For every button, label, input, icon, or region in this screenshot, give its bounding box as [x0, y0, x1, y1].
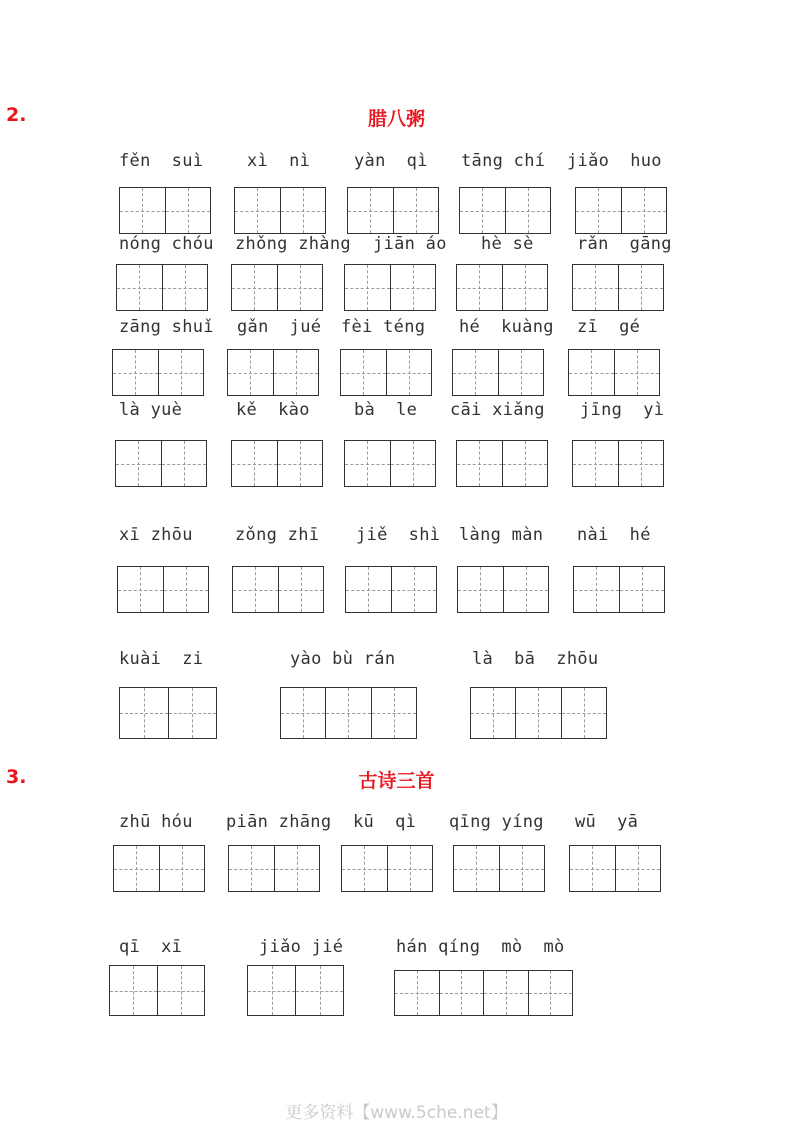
tianzige-grid[interactable] [470, 687, 607, 739]
pinyin-label: làng màn [459, 525, 544, 545]
writing-cell[interactable] [233, 567, 278, 612]
tianzige-grid[interactable] [568, 349, 660, 396]
writing-cell[interactable] [295, 966, 343, 1015]
writing-cell[interactable] [280, 188, 326, 233]
pinyin-label: wū yā [575, 812, 639, 832]
tianzige-grid[interactable] [228, 845, 320, 892]
pinyin-label: nài hé [577, 525, 651, 545]
writing-cell[interactable] [457, 441, 502, 486]
writing-cell[interactable] [515, 688, 560, 738]
writing-cell[interactable] [325, 688, 370, 738]
writing-cell[interactable] [502, 265, 548, 310]
pinyin-label: jiǎo jié [259, 937, 344, 957]
tianzige-grid[interactable] [347, 187, 439, 234]
pinyin-label: xì nì [247, 151, 311, 171]
writing-cell[interactable] [498, 350, 544, 395]
writing-cell[interactable] [113, 350, 158, 395]
tianzige-grid[interactable] [340, 349, 432, 396]
tianzige-grid[interactable] [344, 264, 436, 311]
writing-cell[interactable] [387, 846, 433, 891]
writing-cell[interactable] [117, 265, 162, 310]
writing-cell[interactable] [232, 441, 277, 486]
pinyin-label: fěn suì [119, 151, 204, 171]
writing-cell[interactable] [342, 846, 387, 891]
tianzige-grid[interactable] [394, 970, 573, 1016]
pinyin-label: gǎn jué [237, 317, 322, 337]
writing-cell[interactable] [248, 966, 295, 1015]
tianzige-grid[interactable] [456, 440, 548, 487]
writing-cell[interactable] [390, 441, 436, 486]
section-3-number: 3. [6, 766, 27, 788]
tianzige-grid[interactable] [453, 845, 545, 892]
pinyin-label: jiān áo [373, 234, 447, 254]
tianzige-grid[interactable] [247, 965, 344, 1016]
writing-cell[interactable] [483, 971, 528, 1015]
writing-cell[interactable] [502, 441, 548, 486]
pinyin-label: tāng chí [461, 151, 546, 171]
writing-cell[interactable] [573, 265, 618, 310]
writing-cell[interactable] [573, 441, 618, 486]
tianzige-grid[interactable] [231, 440, 323, 487]
writing-cell[interactable] [158, 350, 204, 395]
tianzige-grid[interactable] [119, 187, 211, 234]
pinyin-label: jīng yì [580, 400, 665, 420]
pinyin-label: là yuè [119, 400, 183, 420]
writing-cell[interactable] [162, 265, 208, 310]
writing-cell[interactable] [159, 846, 205, 891]
tianzige-grid[interactable] [572, 264, 664, 311]
writing-cell[interactable] [390, 265, 436, 310]
writing-cell[interactable] [278, 567, 324, 612]
tianzige-grid[interactable] [569, 845, 661, 892]
writing-cell[interactable] [274, 846, 320, 891]
pinyin-label: bà le [354, 400, 418, 420]
pinyin-label: zǒng zhī [235, 525, 320, 545]
writing-cell[interactable] [453, 350, 498, 395]
pinyin-label: kuài zi [119, 649, 204, 669]
writing-cell[interactable] [110, 966, 157, 1015]
pinyin-label: hán qíng mò mò [396, 937, 565, 957]
pinyin-label: zhū hóu [119, 812, 193, 832]
writing-cell[interactable] [561, 688, 606, 738]
writing-cell[interactable] [614, 350, 660, 395]
writing-cell[interactable] [116, 441, 161, 486]
tianzige-grid[interactable] [117, 566, 209, 613]
tianzige-grid[interactable] [116, 264, 208, 311]
writing-cell[interactable] [168, 688, 217, 738]
tianzige-grid[interactable] [575, 187, 667, 234]
pinyin-label: xī zhōu [119, 525, 193, 545]
writing-cell[interactable] [391, 567, 437, 612]
tianzige-grid[interactable] [234, 187, 326, 234]
writing-cell[interactable] [277, 441, 323, 486]
writing-cell[interactable] [574, 567, 619, 612]
writing-cell[interactable] [528, 971, 573, 1015]
tianzige-grid[interactable] [232, 566, 324, 613]
tianzige-grid[interactable] [341, 845, 433, 892]
writing-cell[interactable] [569, 350, 614, 395]
writing-cell[interactable] [232, 265, 277, 310]
writing-cell[interactable] [615, 846, 661, 891]
writing-cell[interactable] [163, 567, 209, 612]
pinyin-label: hé kuàng [459, 317, 554, 337]
writing-cell[interactable] [277, 265, 323, 310]
writing-cell[interactable] [471, 688, 515, 738]
tianzige-grid[interactable] [345, 566, 437, 613]
tianzige-grid[interactable] [456, 264, 548, 311]
pinyin-label: kū qì [353, 812, 417, 832]
writing-cell[interactable] [228, 350, 273, 395]
writing-cell[interactable] [118, 567, 163, 612]
writing-cell[interactable] [503, 567, 549, 612]
section-2-number: 2. [6, 104, 27, 126]
writing-cell[interactable] [120, 188, 165, 233]
writing-cell[interactable] [371, 688, 416, 738]
writing-cell[interactable] [114, 846, 159, 891]
tianzige-grid[interactable] [344, 440, 436, 487]
tianzige-grid[interactable] [112, 349, 204, 396]
pinyin-label: yào bù rán [290, 649, 396, 669]
pinyin-label: qīng yíng [449, 812, 544, 832]
writing-cell[interactable] [165, 188, 211, 233]
writing-cell[interactable] [439, 971, 484, 1015]
tianzige-grid[interactable] [459, 187, 551, 234]
pinyin-label: zhǒng zhàng [235, 234, 351, 254]
tianzige-grid[interactable] [119, 687, 217, 739]
pinyin-label: qī xī [119, 937, 183, 957]
writing-cell[interactable] [345, 265, 390, 310]
tianzige-grid[interactable] [457, 566, 549, 613]
tianzige-grid[interactable] [573, 566, 665, 613]
writing-cell[interactable] [457, 265, 502, 310]
writing-cell[interactable] [345, 441, 390, 486]
pinyin-label: nóng chóu [119, 234, 214, 254]
writing-cell[interactable] [386, 350, 432, 395]
pinyin-label: kě kào [236, 400, 310, 420]
pinyin-label: fèi téng [341, 317, 426, 337]
writing-cell[interactable] [348, 188, 393, 233]
footer-watermark: 更多资料【www.5che.net】 [285, 1103, 508, 1123]
pinyin-label: jiě shì [356, 525, 441, 545]
section-2-title: 腊八粥 [367, 108, 425, 130]
writing-cell[interactable] [499, 846, 545, 891]
writing-cell[interactable] [341, 350, 386, 395]
writing-cell[interactable] [281, 688, 325, 738]
pinyin-label: piān zhāng [226, 812, 332, 832]
tianzige-grid[interactable] [231, 264, 323, 311]
writing-cell[interactable] [618, 441, 664, 486]
writing-cell[interactable] [157, 966, 205, 1015]
writing-cell[interactable] [229, 846, 274, 891]
tianzige-grid[interactable] [113, 845, 205, 892]
pinyin-label: rǎn gāng [577, 234, 672, 254]
writing-cell[interactable] [454, 846, 499, 891]
pinyin-label: hè sè [481, 234, 534, 254]
pinyin-label: là bā zhōu [472, 649, 599, 669]
tianzige-grid[interactable] [572, 440, 664, 487]
writing-cell[interactable] [395, 971, 439, 1015]
pinyin-label: cāi xiǎng [450, 400, 545, 420]
writing-cell[interactable] [460, 188, 505, 233]
writing-cell[interactable] [235, 188, 280, 233]
tianzige-grid[interactable] [280, 687, 417, 739]
section-3-title: 古诗三首 [358, 770, 435, 792]
writing-cell[interactable] [458, 567, 503, 612]
pinyin-label: yàn qì [354, 151, 428, 171]
tianzige-grid[interactable] [452, 349, 544, 396]
writing-cell[interactable] [619, 567, 665, 612]
pinyin-label: jiǎo huo [567, 151, 662, 171]
writing-cell[interactable] [393, 188, 439, 233]
writing-cell[interactable] [273, 350, 319, 395]
pinyin-label: zī gé [577, 317, 641, 337]
pinyin-label: zāng shuǐ [119, 317, 214, 337]
tianzige-grid[interactable] [227, 349, 319, 396]
tianzige-grid[interactable] [115, 440, 207, 487]
writing-cell[interactable] [346, 567, 391, 612]
writing-cell[interactable] [120, 688, 168, 738]
tianzige-grid[interactable] [109, 965, 205, 1016]
writing-cell[interactable] [570, 846, 615, 891]
writing-cell[interactable] [505, 188, 551, 233]
writing-cell[interactable] [618, 265, 664, 310]
writing-cell[interactable] [576, 188, 621, 233]
writing-cell[interactable] [161, 441, 207, 486]
writing-cell[interactable] [621, 188, 667, 233]
